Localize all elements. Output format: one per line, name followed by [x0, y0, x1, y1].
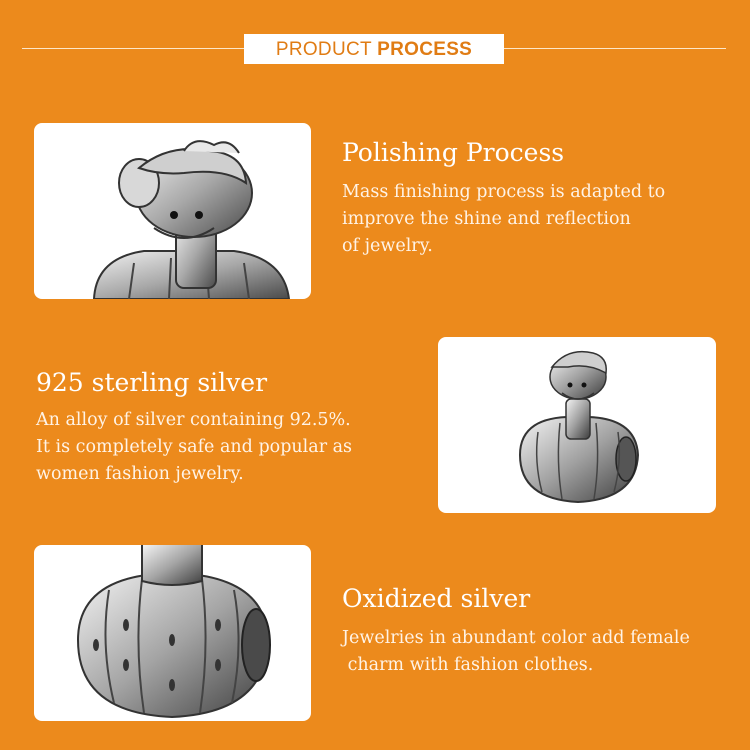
- product-image-silver: [438, 337, 716, 513]
- section-desc-silver-line3: women fashion jewelry.: [36, 464, 244, 484]
- section-header: [244, 34, 504, 64]
- charm-base-view: [34, 545, 311, 721]
- product-image-polishing: [34, 123, 311, 299]
- section-desc-silver-line1: An alloy of silver containing 92.5%.: [36, 410, 351, 430]
- header-title-light: PRODUCT: [275, 39, 378, 60]
- charm-full-view: [438, 337, 716, 513]
- section-desc-oxidized-line1: Jewelries in abundant color add female: [342, 628, 690, 648]
- section-title-silver: 925 sterling silver: [36, 368, 268, 397]
- section-desc-oxidized-line2: charm with fashion clothes.: [342, 655, 594, 675]
- product-image-oxidized: [34, 545, 311, 721]
- section-desc-polishing-line1: Mass finishing process is adapted to: [342, 182, 666, 202]
- header-rule-left: [22, 48, 244, 49]
- section-desc-polishing-line3: of jewelry.: [342, 236, 433, 256]
- header-title-bold: PROCESS: [377, 39, 473, 60]
- section-desc-silver-line2: It is completely safe and popular as: [36, 437, 353, 457]
- section-desc-polishing-line2: improve the shine and reflection: [342, 209, 631, 229]
- section-title-polishing: Polishing Process: [342, 138, 565, 167]
- section-title-oxidized: Oxidized silver: [342, 584, 531, 613]
- header-rule-right: [504, 48, 726, 49]
- charm-closeup-figure: [34, 123, 311, 299]
